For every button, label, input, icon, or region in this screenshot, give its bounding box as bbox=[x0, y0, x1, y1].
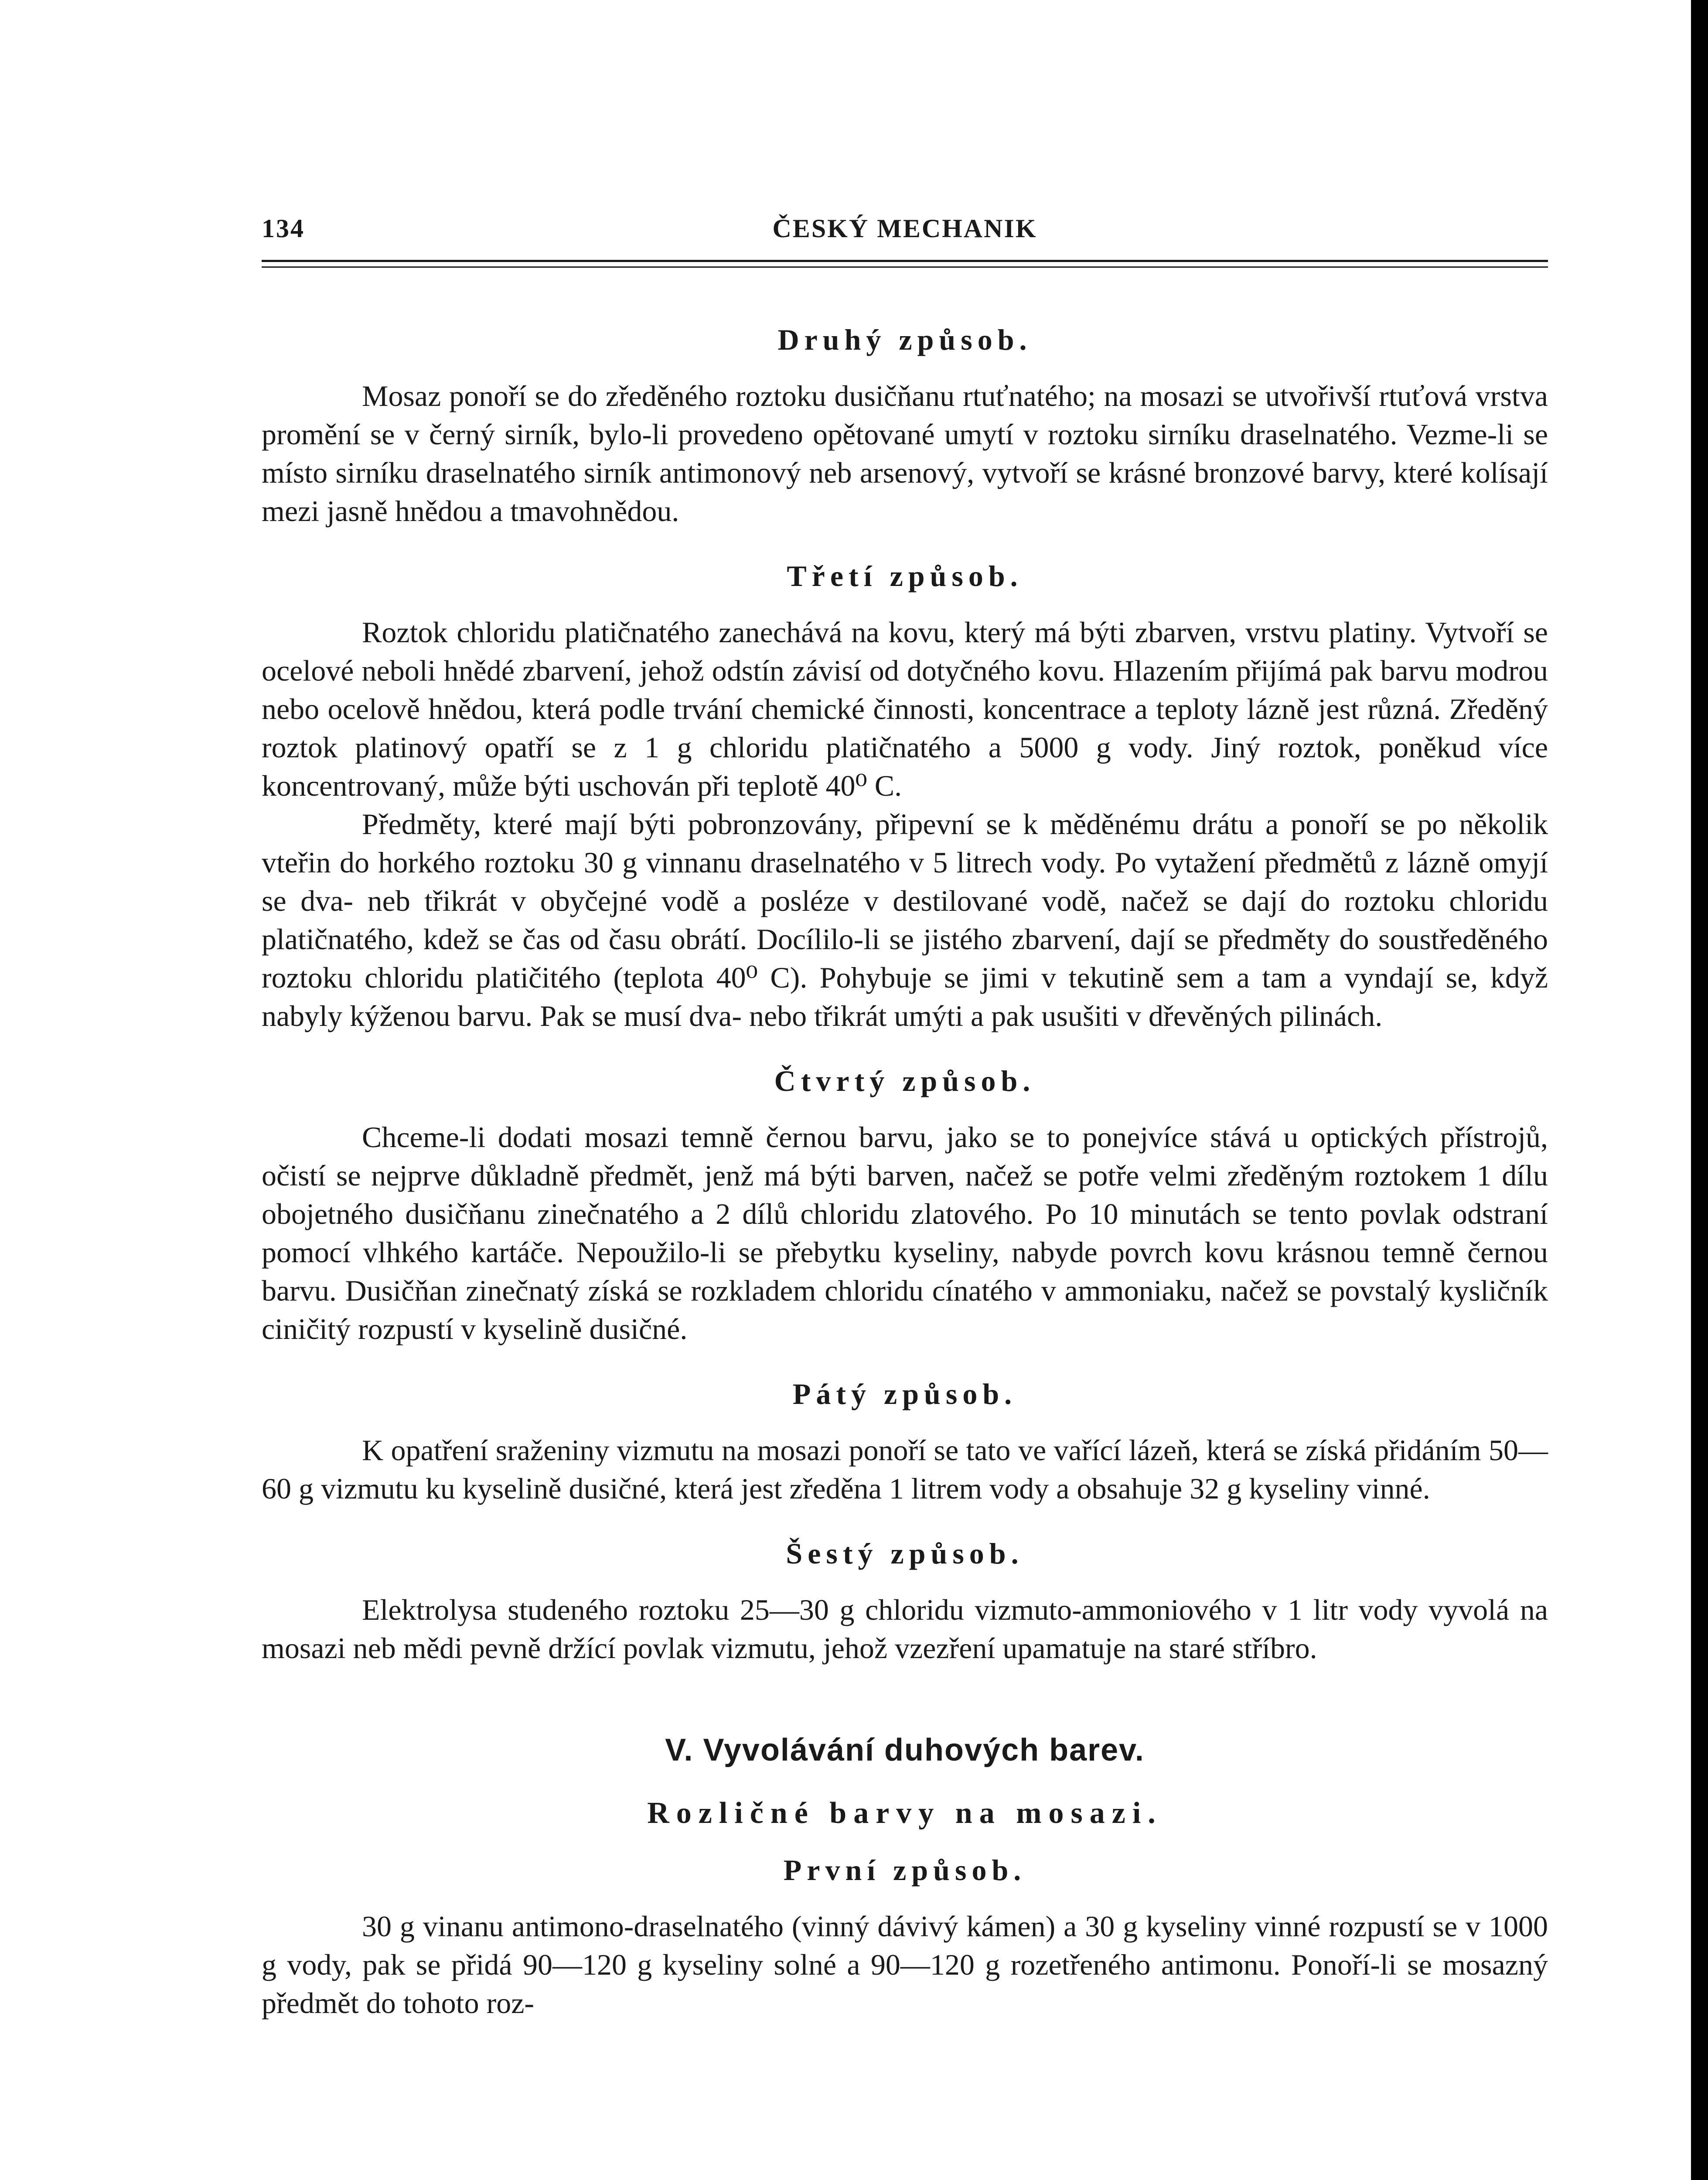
section-heading-prvni: První způsob. bbox=[783, 1853, 1026, 1887]
paragraph-paty-1: K opatření sraženiny vizmutu na mosazi ponoří se tato ve vařící lázeň, která se získá přidáním 50—60 g vizmutu ku kyselině dusičné, která jest zředěna 1 litrem vody a obsahuje 32 g kyseliny vinné. bbox=[262, 1434, 1548, 1505]
page-number: 134 bbox=[262, 214, 305, 243]
paragraph-ctvrty-1: Chceme-li dodati mosazi temně černou barvu, jako se to ponejvíce stává u optických přístrojů, očistí se nejprve důkladně předmět, jenž má býti barven, načež se potře velmi zředěným roztokem 1 dílu obojetného dusičňanu zinečnatého a 2 dílů chloridu zlatového. Po 10 minutách se tento povlak odstraní pomocí vlhkého kartáče. Nepoužilo-li se přebytku kyseliny, nabyde povrch kovu krásnou temně černou barvu. Dusičňan zinečnatý získá se rozkladem chloridu cínatého v ammoniaku, načež se povstalý kysličník ciničitý rozpustí v kyselině dusičné. bbox=[262, 1121, 1548, 1345]
section-heading-ctvrty: Čtvrtý způsob. bbox=[774, 1064, 1036, 1097]
chapter-subheading: Rozličné barvy na mosazi. bbox=[647, 1796, 1163, 1830]
page-content bbox=[262, 205, 1548, 2022]
section-heading-paty: Pátý způsob. bbox=[792, 1377, 1017, 1410]
paragraph-sesty-1: Elektrolysa studeného roztoku 25—30 g chloridu vizmuto-ammoniového v 1 litr vody vyvolá na mosazi neb mědi pevně držící povlak vizmutu, jehož vzezření upamatuje na staré stříbro. bbox=[262, 1593, 1548, 1665]
paragraph-treti-2: Předměty, které mají býti pobronzovány, připevní se k měděnému drátu a ponoří se po několik vteřin do horkého roztoku 30 g vinnanu draselnatého v 5 litrech vody. Po vytažení předmětů z lázně omyjí se dva- neb třikrát v obyčejné vodě a posléze v destilované vodě, načež se dají do roztoku chloridu platičnatého, kdež se čas od času obrátí. Docílilo-li se jistého zbarvení, dají se předměty do soustředěného roztoku chloridu platičitého (teplota 40⁰ C). Pohybuje se jimi v tekutině sem a tam a vyndají se, když nabyly kýženou barvu. Pak se musí dva- nebo třikrát umýti a pak usušiti v dřevěných pilinách. bbox=[262, 807, 1548, 1032]
header-rule-bottom bbox=[262, 266, 1548, 268]
running-title: ČESKÝ MECHANIK bbox=[772, 214, 1037, 243]
running-head bbox=[262, 205, 1548, 257]
paragraph-prvni-1: 30 g vinanu antimono-draselnatého (vinný dávivý kámen) a 30 g kyseliny vinné rozpustí se v 1000 g vody, pak se přidá 90—120 g kyseliny solné a 90—120 g rozetřeného antimonu. Ponoří-li se mosazný předmět do tohoto roz- bbox=[262, 1910, 1548, 2020]
header-rule-top bbox=[262, 260, 1548, 262]
section-heading-treti: Třetí způsob. bbox=[787, 559, 1023, 593]
paragraph-druhy-1: Mosaz ponoří se do zředěného roztoku dusičňanu rtuťnatého; na mosazi se utvořivší rtuťová vrstva promění se v černý sirník, bylo-li provedeno opětované umytí v roztoku sirníku draselnatého. Vezme-li se místo sirníku draselnatého sirník antimonový neb arsenový, vytvoří se krásné bronzové barvy, které kolísají mezi jasně hnědou a tmavohnědou. bbox=[262, 379, 1548, 528]
chapter-heading: V. Vyvolávání duhových barev. bbox=[665, 1733, 1145, 1768]
paragraph-treti-1: Roztok chloridu platičnatého zanechává na kovu, který má býti zbarven, vrstvu platiny. Vytvoří se ocelové neboli hnědé zbarvení, jehož odstín závisí od dotyčného kovu. Hlazením přijímá pak barvu modrou nebo ocelově hnědou, která podle trvání chemické činnosti, koncentrace a teploty lázně jest různá. Zředěný roztok platinový opatří se z 1 g chloridu platičnatého a 5000 g vody. Jiný roztok, poněkud více koncentrovaný, může býti uschován při teplotě 40⁰ C. bbox=[262, 616, 1548, 802]
section-heading-sesty: Šestý způsob. bbox=[786, 1537, 1024, 1570]
section-heading-druhy: Druhý způsob. bbox=[777, 323, 1032, 356]
